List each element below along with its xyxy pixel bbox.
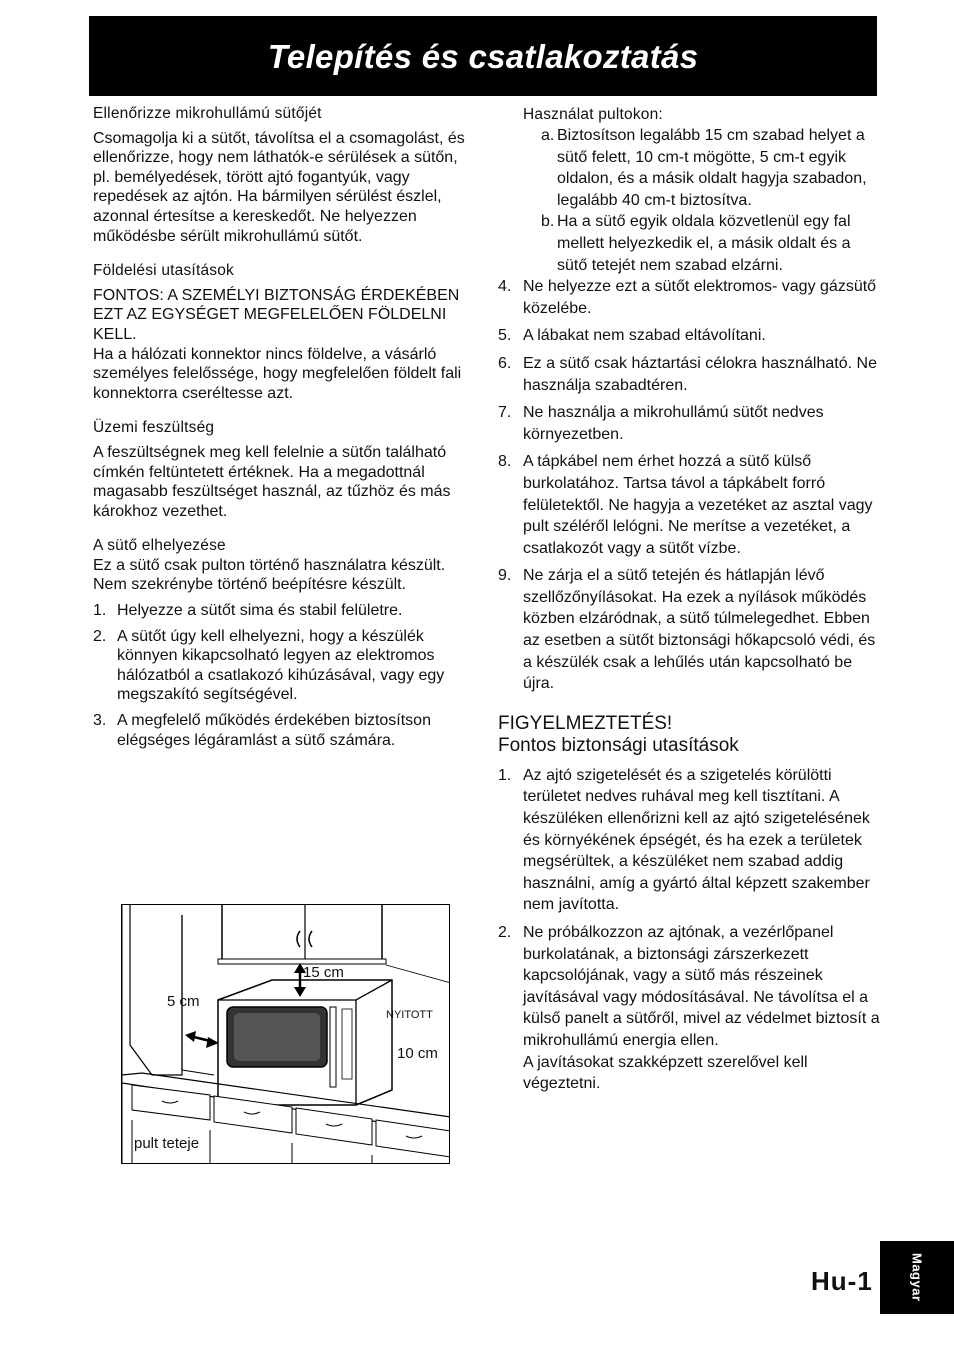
- list-item: 9. Ne zárja el a sütő tetején és hátlapján lévő szellőzőnyílásokat. Ha ezek a nyílások működés közben elzáródnak, a sütő túlmelegedhet. Ebben az esetben a sütőt biztonsági hőkapcsoló védi, és a készülék csak a lehűlés után kapcsolható be újra.: [498, 567, 876, 693]
- warning-heading: [498, 713, 883, 757]
- list-item: 2. Ne próbálkozzon az ajtónak, a vezérlőpanel burkolatának, a biztonsági zárszerkezett kapcsolójának, vagy a sütő más részeinek javításával vagy módosításával. Ne távolítsa el a külső panelt a sütőről, mivel az védelmet biztosít a mikrohullámú energia ellen. A javításokat szakképzett szerelővel kell végeztetni.: [498, 924, 880, 1093]
- left-column: [93, 104, 465, 756]
- section-title-grounding: Földelési utasítások: [93, 262, 234, 280]
- countertop-use-heading: Használat pultokon:: [523, 106, 663, 123]
- list-item: 5. A lábakat nem szabad eltávolítani.: [498, 327, 766, 345]
- page-title: Telepítés és csatlakoztatás: [267, 38, 699, 75]
- language-label: Magyar: [909, 1253, 925, 1302]
- placement-list: [93, 601, 465, 750]
- section-text-grounding: Ha a hálózati konnektor nincs földelve, a vásárló személyes felelőssége, hogy megfelelően földelt fali konnektorra cseréltesse azt.: [93, 345, 462, 402]
- warning-title: FIGYELMEZTETÉS!: [498, 712, 673, 734]
- section-text-placement: Ez a sütő csak pulton történő használatra készült. Nem szekrénybe történő beépítésre készült.: [93, 556, 446, 594]
- oven-drawing: [122, 905, 450, 1164]
- title-bar: [89, 16, 877, 96]
- list-item: 6. Ez a sütő csak háztartási célokra használható. Ne használja szabadtéren.: [498, 354, 877, 394]
- list-item: 3. A megfelelő működés érdekében biztosítson elégséges légáramlást a sütő számára.: [93, 712, 431, 749]
- section-text-check-oven: Csomagolja ki a sütőt, távolítsa el a csomagolást, és ellenőrizze, hogy nem láthatók-e sérülések a sütőn, pl. bemélyedések, törött ajtó fogantyúk, vagy repedések az ajtón. Ha bármilyen sérülést észlel, azonnal értesítse a kereskedőt. Ne helyezzen működésbe sérült mikrohullámú sütőt.: [93, 129, 465, 245]
- section-title-placement: A sütő elhelyezése: [93, 537, 226, 555]
- clearance-back-label: 10 cm: [397, 1045, 438, 1062]
- placement-list-continued: [498, 276, 883, 695]
- list-item: 4. Ne helyezze ezt a sütőt elektromos- vagy gázsütő közelébe.: [498, 278, 877, 317]
- page-number: Hu-1: [811, 1266, 873, 1296]
- section-text-voltage: A feszültségnek meg kell felelnie a sütőn található címkén feltüntetett értéknek. Ha a megadottnál magasabb feszültséget használ, az tűzhöz és más károkhoz vezethet.: [93, 443, 451, 520]
- right-column: [498, 104, 883, 1101]
- section-title-voltage: Üzemi feszültség: [93, 419, 215, 437]
- countertop-label: pult teteje: [134, 1135, 200, 1152]
- safety-list: [498, 765, 883, 1095]
- section-title-check-oven: Ellenőrizze mikrohullámú sütőjét: [93, 105, 322, 122]
- list-item: 1. Helyezze a sütőt sima és stabil felületre.: [93, 602, 403, 620]
- oven-placement-illustration: [121, 904, 450, 1164]
- list-item: b. Ha a sütő egyik oldala közvetlenül egy fal mellett helyezkedik el, a másik oldalt és a sütő tetejét nem szabad elzárni.: [541, 213, 851, 274]
- list-item: 1. Az ajtó szigetelését és a szigetelés körülötti területet nedves ruhával meg kell tisztítani. A készüléken ellenőrizni kell az ajtó szigetelésének és környékének épségét, és ha ezek a területek megsérültek, a készüléket nem szabad addig használni, amíg a gyártó által képzett szakember nem javította.: [498, 766, 870, 914]
- list-item: 8. A tápkábel nem érhet hozzá a sütő külső burkolatához. Tartsa távol a tápkábelt forró felületektől. Ne hagyja a vezetéket az asztal vagy pult széléről lelógni. Ne merítse a vezetéket, a csatlakozót vagy a sütőt vízbe.: [498, 453, 873, 557]
- list-item: a. Biztosítson legalább 15 cm szabad helyet a sütő felett, 10 cm-t mögötte, 5 cm-t egyik oldalon, és a másik oldalt hagyja szabadon, legalább 40 cm-t biztosítva.: [541, 127, 867, 209]
- open-side-label: NYITOTT: [386, 1009, 433, 1021]
- countertop-use-list: [498, 125, 883, 276]
- grounding-warning-caps: FONTOS: A SZEMÉLYI BIZTONSÁG ÉRDEKÉBEN EZT AZ EGYSÉGET MEGFELELŐEN FÖLDELNI KELL.: [93, 286, 460, 343]
- warning-subtitle: Fontos biztonsági utasítások: [498, 734, 739, 756]
- list-item: 2. A sütőt úgy kell elhelyezni, hogy a készülék könnyen kikapcsolható legyen az elektromos hálózatból a csatlakozó kihúzásával, vagy egy megszakító segítségével.: [93, 627, 445, 704]
- list-item: 7. Ne használja a mikrohullámú sütőt nedves környezetben.: [498, 404, 824, 443]
- language-tab: [880, 1241, 954, 1314]
- clearance-top-label: 15 cm: [303, 964, 344, 981]
- clearance-side-label: 5 cm: [167, 993, 200, 1010]
